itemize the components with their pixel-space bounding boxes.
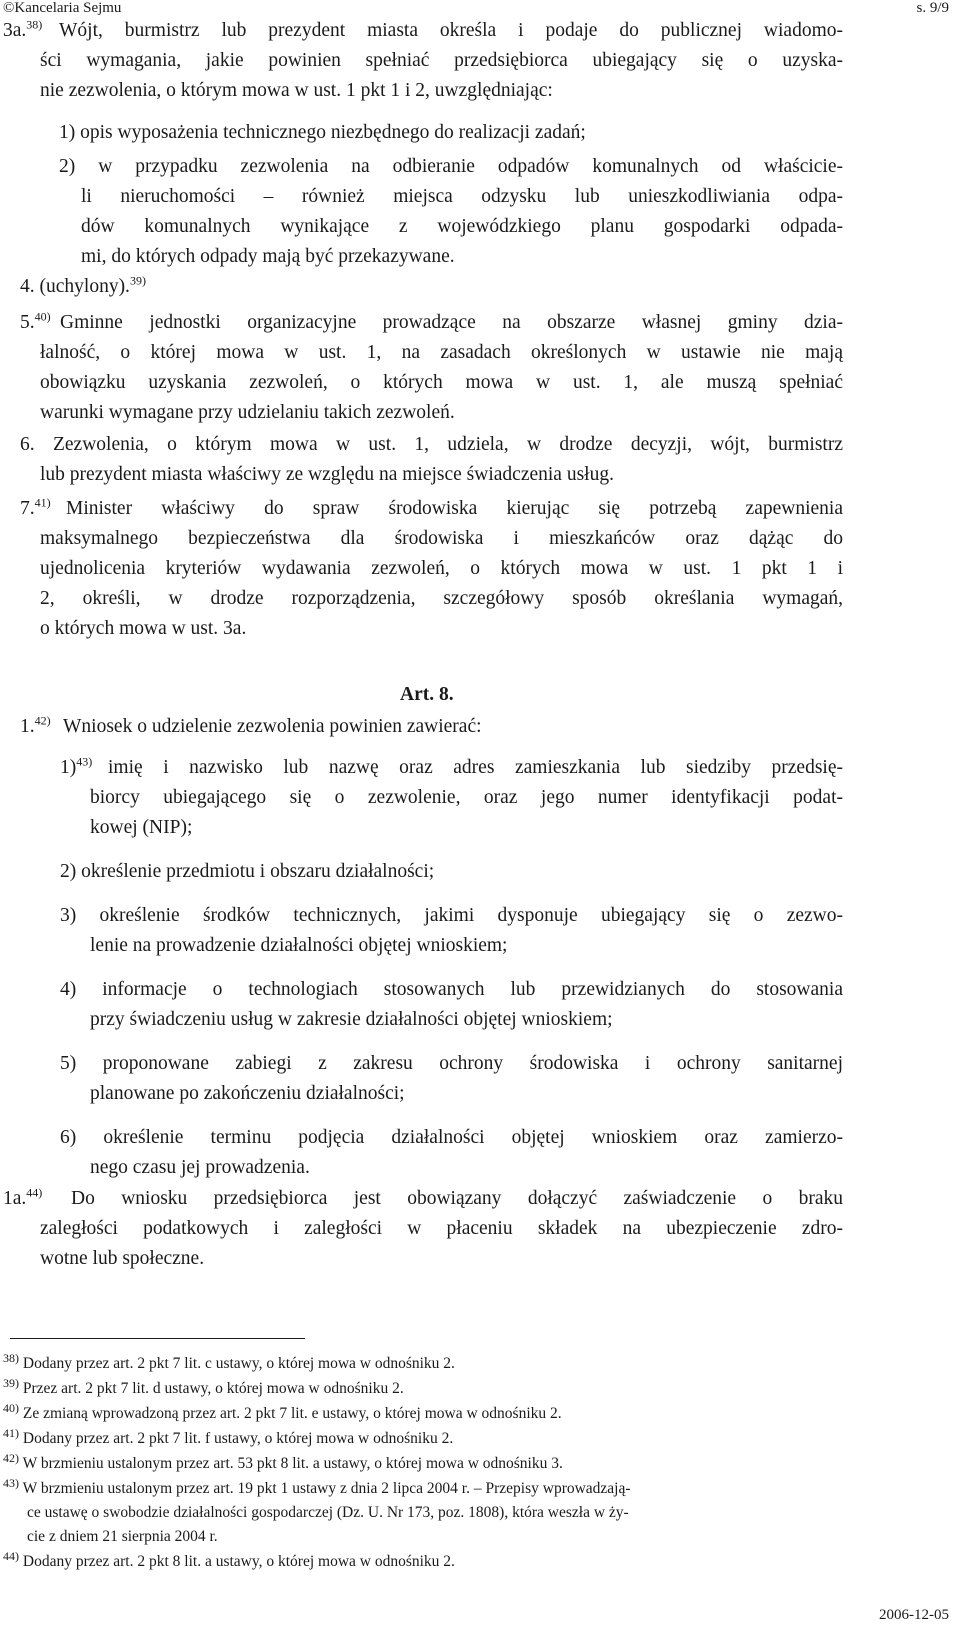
footnote-ref-39: 39) (129, 273, 146, 288)
paragraph-1-text: Wniosek o udzielenie zezwolenia powinien zawierać: (63, 716, 482, 737)
list-item: 3) określenie środków technicznych, jakimi dysponuje ubiegający się o zezwo- (60, 905, 843, 926)
list-item: 2) w przypadku zezwolenia na odbieranie odpadów komunalnych od właściciе- (59, 156, 843, 177)
footnote-separator (10, 1338, 305, 1339)
footnote-ref-44: 44) (26, 1185, 43, 1200)
list-item-line: kowej (NIP); (90, 817, 193, 838)
footnote-ref-42: 42) (34, 713, 51, 728)
list-item: 5) proponowane zabiegi z zakresu ochrony środowiska i ochrony sanitarnej (60, 1053, 843, 1074)
header-left: ©Kancelaria Sejmu (3, 0, 122, 16)
footnote: $^{43)}$ W brzmieniu ustalonym przez art. 19 pkt 1 ustawy z dnia 2 lipca 2004 r. – Przepisy wprowadzają- (3, 1475, 631, 1497)
paragraph-5-line: obowiązku uzyskania zezwoleń, o których mowa w ust. 1, ale muszą spełniać (40, 372, 843, 393)
paragraph-7-line: 2, określi, w drodze rozporządzenia, szczegółowy sposób określania wymagań, (40, 588, 843, 609)
page-number: s. 9/9 (916, 0, 949, 16)
list-item-line: mi, do których odpady mają być przekazywane. (81, 246, 455, 267)
list-item-number: 1)$^{43)}$ (60, 754, 93, 778)
list-item-line: przy świadczeniu usług w zakresie działalności objętej wnioskiem; (90, 1009, 613, 1030)
list-item: 2) określenie przedmiotu i obszaru działalności; (60, 861, 435, 882)
footnote-ref-43: 43) (76, 754, 93, 769)
paragraph-4: 4. (uchylony).$^{39)}$ (20, 273, 146, 297)
paragraph-5-line: warunki wymagane przy udzielaniu takich zezwoleń. (40, 402, 455, 423)
list-item-line: dów komunalnych wynikające z wojewódzkiego planu gospodarki odpada- (81, 216, 843, 237)
footnote-ref-41: 41) (34, 495, 51, 510)
footnote: $^{41)}$ Dodany przez art. 2 pkt 7 lit. f ustawy, o której mowa w odnośniku 2. (3, 1425, 454, 1447)
footnote: $^{40)}$ Ze zmianą wprowadzoną przez art. 2 pkt 7 lit. e ustawy, o której mowa w odnośniku 2. (3, 1400, 562, 1422)
paragraph-5-line: Gminne jednostki organizacyjne prowadzące na obszarze własnej gminy dzia- (60, 312, 843, 333)
footnote: $^{39)}$ Przez art. 2 pkt 7 lit. d ustawy, o której mowa w odnośniku 2. (3, 1375, 404, 1397)
list-item-line: biorcy ubiegającego się o zezwolenie, oraz jego numer identyfikacji podat- (90, 787, 843, 808)
paragraph-6-line: 6. Zezwolenia, o którym mowa w ust. 1, udziela, w drodze decyzji, wójt, burmistrz (20, 434, 843, 455)
footnote: $^{42)}$ W brzmieniu ustalonym przez art. 53 pkt 8 lit. a ustawy, o której mowa w odnośniku 3. (3, 1450, 563, 1472)
footer-date: 2006-12-05 (879, 1607, 949, 1623)
paragraph-5-number: 5.$^{40)}$ (20, 309, 51, 333)
paragraph-7-number: 7.$^{41)}$ (20, 495, 51, 519)
footnote: $^{38)}$ Dodany przez art. 2 pkt 7 lit. c ustawy, o której mowa w odnośniku 2. (3, 1350, 455, 1372)
paragraph-1-number: 1.$^{42)}$ (20, 713, 51, 737)
footnote-ref-38: 38) (26, 17, 43, 32)
paragraph-3a-line: Wójt, burmistrz lub prezydent miasta określa i podaje do publicznej wiadomo- (59, 20, 843, 41)
list-item: 6) określenie terminu podjęcia działalności objętej wnioskiem oraz zamierzo- (60, 1127, 843, 1148)
list-item: 4) informacje o technologiach stosowanych lub przewidzianych do stosowania (60, 979, 843, 1000)
footnote: $^{44)}$ Dodany przez art. 2 pkt 8 lit. a ustawy, o której mowa w odnośniku 2. (3, 1548, 455, 1570)
paragraph-1a-number: 1a.$^{44)}$ (3, 1185, 43, 1209)
paragraph-1a-line: zaległości podatkowych i zaległości w płaceniu składek na ubezpieczenie zdro- (40, 1218, 843, 1239)
footnote-line: cie z dniem 21 sierpnia 2004 r. (27, 1528, 218, 1545)
paragraph-1a-line: wotne lub społeczne. (40, 1248, 205, 1269)
list-item-line: nego czasu jej prowadzenia. (90, 1157, 310, 1178)
list-item-line: imię i nazwisko lub nazwę oraz adres zamieszkania lub siedziby przedsię- (108, 757, 843, 778)
paragraph-6-line: lub prezydent miasta właściwy ze względu na miejsce świadczenia usług. (40, 464, 614, 485)
list-item-line: li nieruchomości – również miejsca odzysku lub unieszkodliwiania odpa- (81, 186, 843, 207)
paragraph-7-line: maksymalnego bezpieczeństwa dla środowiska i mieszkańców oraz dążąc do (40, 528, 843, 549)
paragraph-7-line: Minister właściwy do spraw środowiska kierując się potrzebą zapewnienia (66, 498, 843, 519)
list-item-line: planowane po zakończeniu działalności; (90, 1083, 405, 1104)
list-item: 1) opis wyposażenia technicznego niezbędnego do realizacji zadań; (59, 122, 586, 143)
paragraph-5-line: łalność, o której mowa w ust. 1, na zasadach określonych w ustawie nie mają (40, 342, 843, 363)
list-item-line: lenie na prowadzenie działalności objętej wnioskiem; (90, 935, 508, 956)
article-title: Art. 8. (400, 684, 454, 705)
paragraph-7-line: ujednolicenia kryteriów wydawania zezwoleń, o których mowa w ust. 1 pkt 1 i (40, 558, 843, 579)
footnote-line: ce ustawę o swobodzie działalności gospodarczej (Dz. U. Nr 173, poz. 1808), która weszła w ży- (27, 1504, 629, 1521)
paragraph-3a-line: ści wymagania, jakie powinien spełniać przedsiębiorca ubiegający się o uzyska- (40, 50, 843, 71)
paragraph-7-line: o których mowa w ust. 3a. (40, 618, 247, 639)
footnote-ref-40: 40) (34, 309, 51, 324)
paragraph-3a-line: nie zezwolenia, o którym mowa w ust. 1 pkt 1 i 2, uwzględniając: (40, 80, 553, 101)
paragraph-3a-number: 3a.$^{38)}$ (3, 17, 43, 41)
paragraph-1a-line: Do wniosku przedsiębiorca jest obowiązany dołączyć zaświadczenie o braku (71, 1188, 843, 1209)
